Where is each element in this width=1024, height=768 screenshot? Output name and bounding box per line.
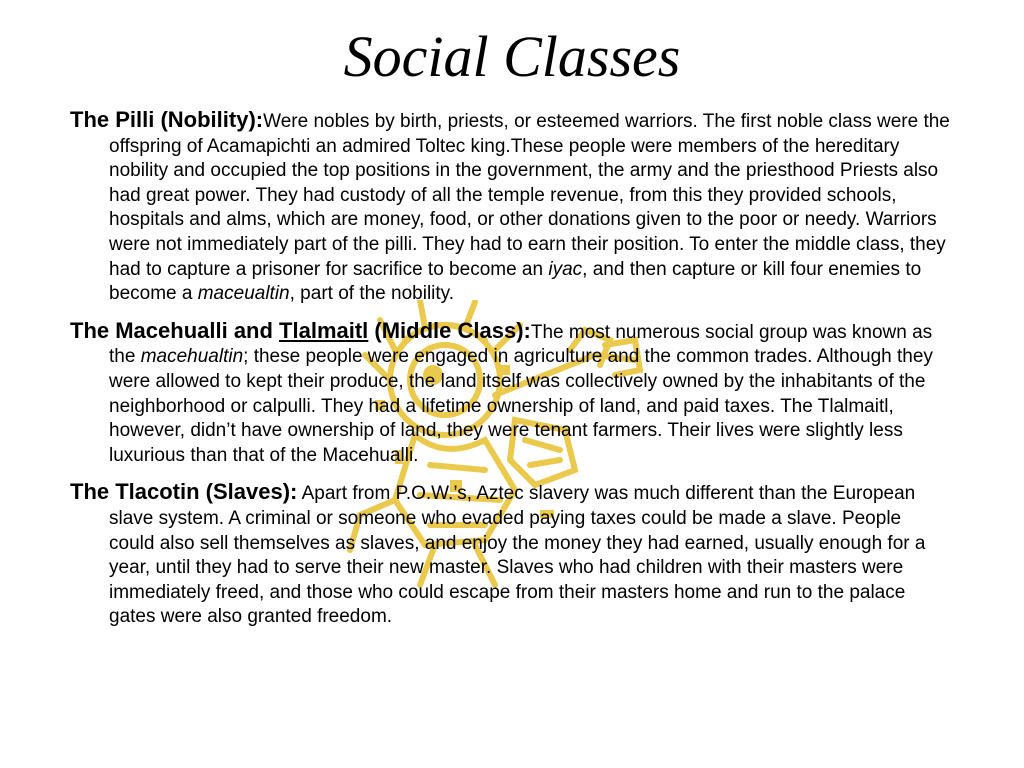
heading-part: The Macehualli and	[70, 317, 280, 343]
section-text: , and then capture or kill four enemies to become a	[109, 258, 922, 305]
section-text: , part of the nobility.	[289, 283, 455, 305]
heading-part: (Middle Class):	[368, 317, 531, 343]
term-macehualtin: macehualtin	[140, 346, 244, 368]
section-heading: The Tlacotin (Slaves):	[70, 479, 298, 505]
section-text: The most numerous social group was known as the	[109, 321, 933, 368]
section-macehualli	[70, 319, 950, 469]
section-tlacotin	[70, 480, 950, 630]
term-maceualtin: maceualtin	[197, 283, 290, 305]
section-text: Were nobles by birth, priests, or esteemed warriors. The first noble class were the offspring of Acamapichti an admired Toltec king.These people were members of the hereditary nobility and occupied the top positions in the government, the army and the priesthood Priests also had great power. They had custody of all the temple revenue, from this they provided schools, hospitals and alms, which are money, food, or other donations given to the poor or needy. Warriors were not immediately part of the pilli. They had to earn their position. To enter the middle class, they had to capture a prisoner for sacrifice to become an	[109, 111, 950, 280]
heading-underlined-term: Tlalmaitl	[279, 317, 369, 343]
section-heading: The Pilli (Nobility):	[70, 107, 264, 132]
page-title: Social Classes	[343, 24, 681, 89]
section-heading	[70, 318, 531, 343]
section-text: Apart from P.O.W.’s, Aztec slavery was much different than the European slave system. A criminal or someone who evaded paying taxes could be made a slave. People could also sell themselves as slaves, and enjoy the money they had earned, usually enough for a year, until they had to serve their new master. Slaves who had children with their masters were immediately freed, and those who could escape from their masters home and run to the palace gates were also granted freedom.	[109, 483, 926, 628]
term-iyac: iyac	[548, 258, 583, 280]
content-body	[70, 108, 950, 642]
section-text: ; these people were engaged in agriculture and the common trades. Although they were allowed to kept their produce, the land itself was collectively owned by the inhabitants of the neighborhood or calpulli. They had a lifetime ownership of land, and paid taxes. The Tlalmaitl, however, didn’t have ownership of land, they were tenant farmers. Their lives were slightly less luxurious than that of the Macehualli.	[109, 346, 933, 466]
section-pilli	[70, 108, 950, 307]
